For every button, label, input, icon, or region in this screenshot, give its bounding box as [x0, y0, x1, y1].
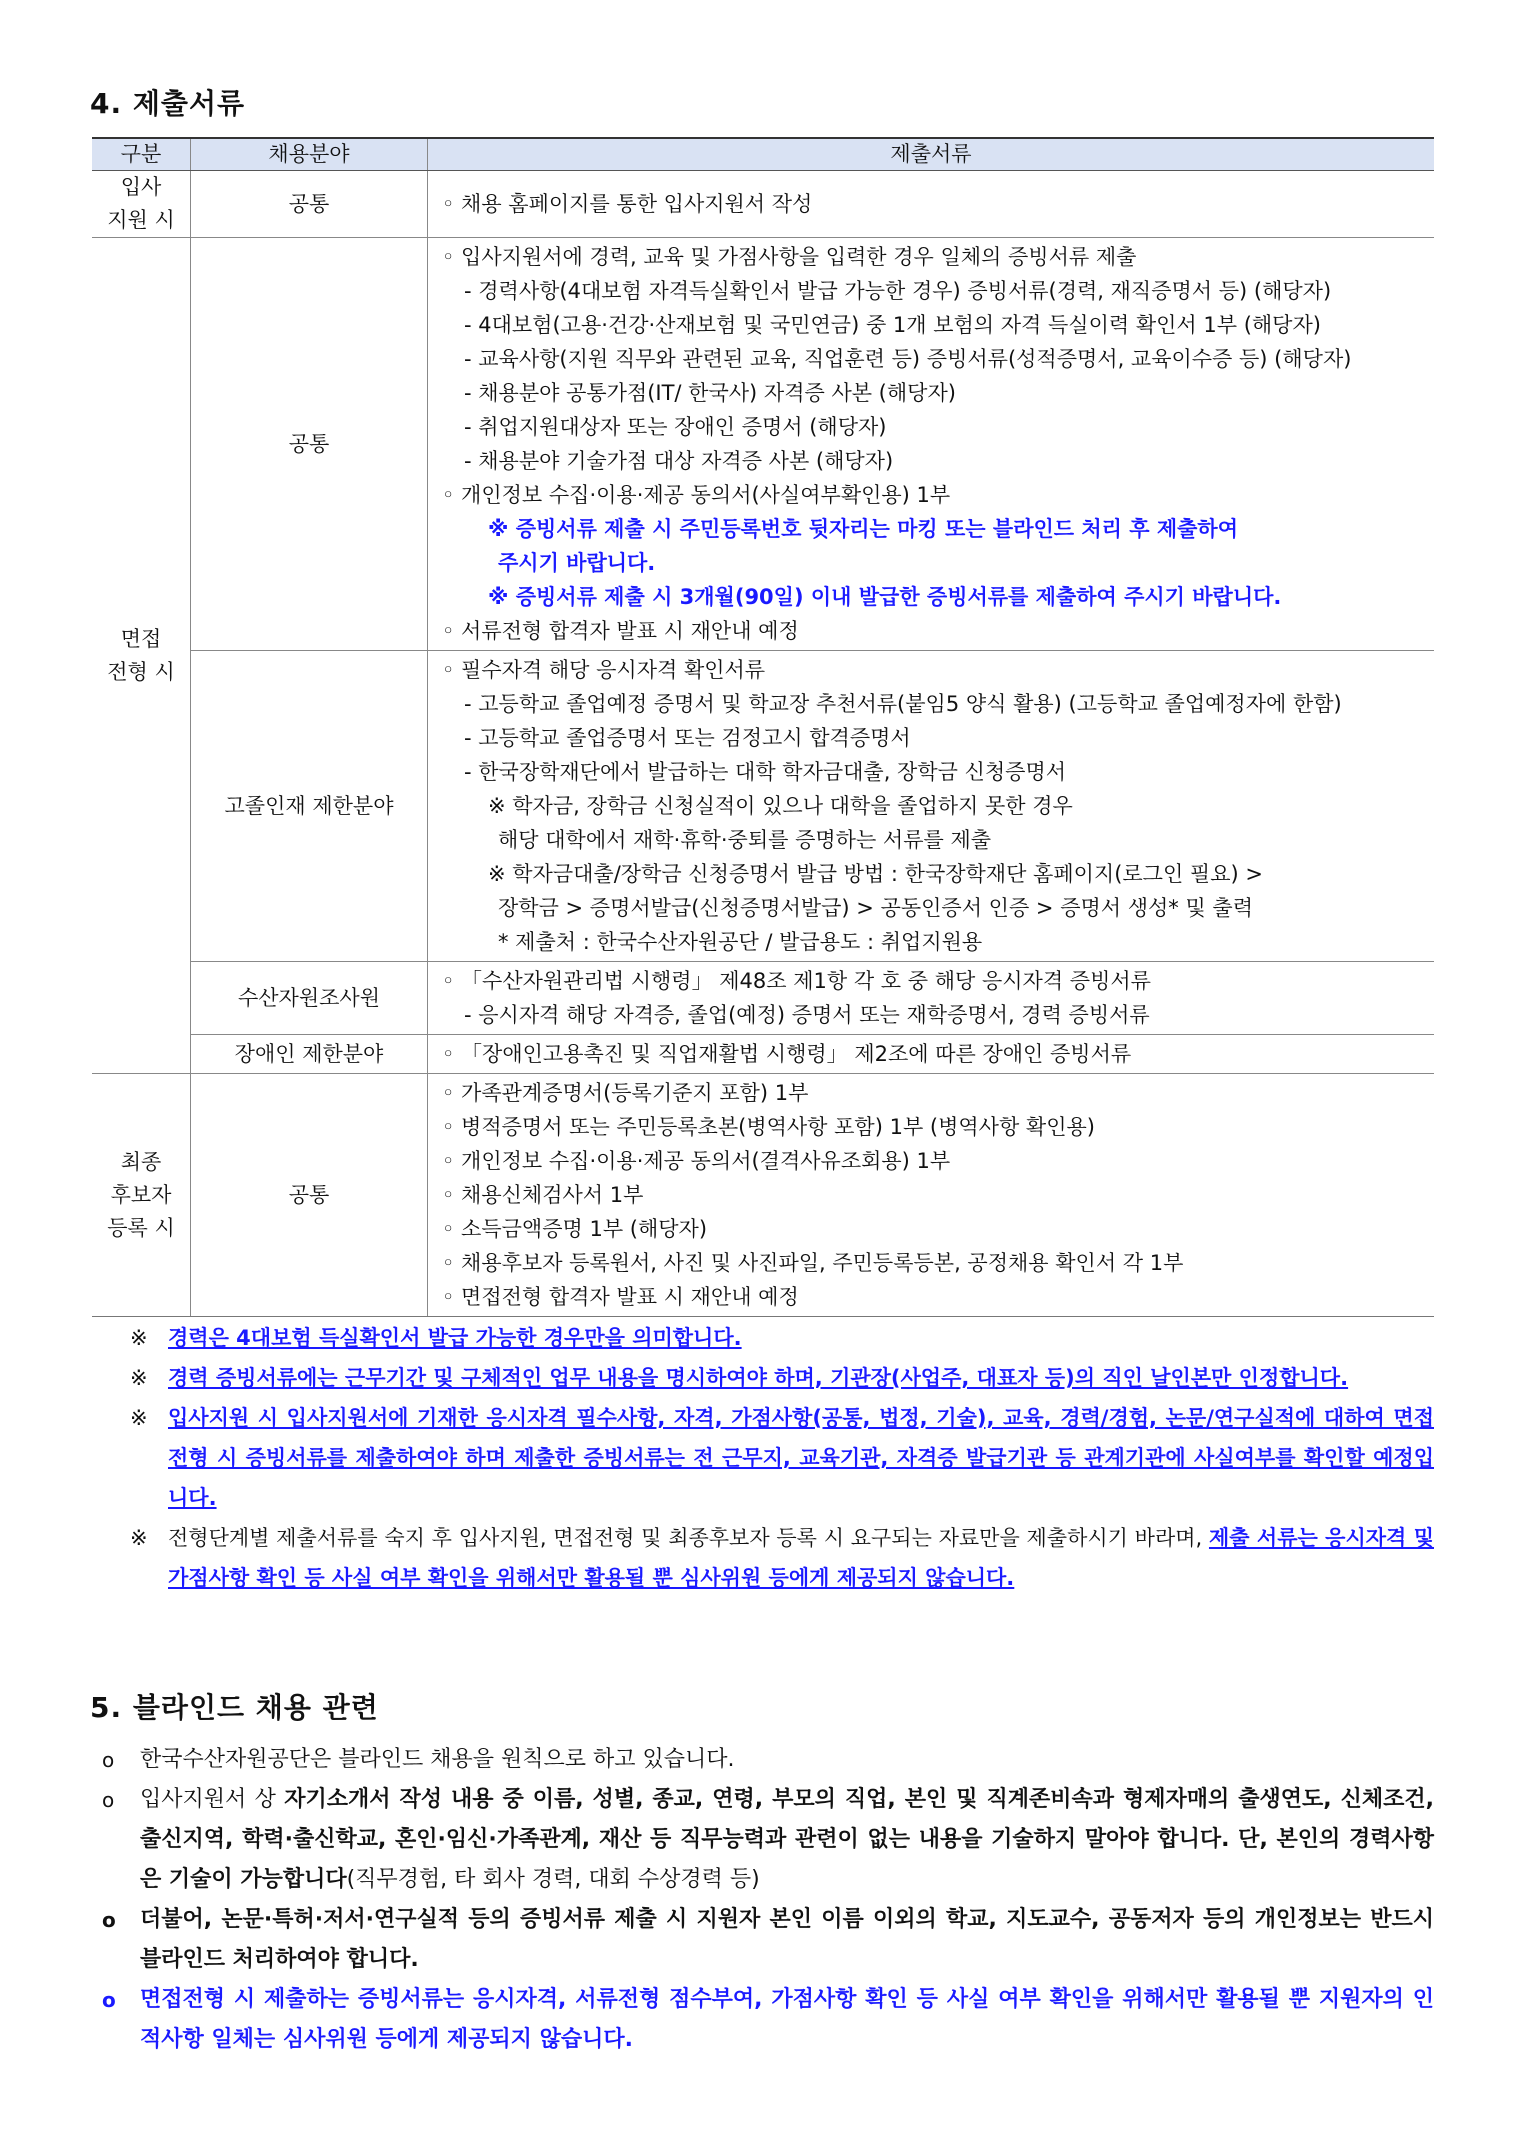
- list-text: 더불어, 논문·특허·저서·연구실적 등의 증빙서류 제출 시 지원자 본인 이름 이외의 학교, 지도교수, 공동저자 등의 개인정보는 반드시 블라인드 처리하여야 합니다.: [140, 1907, 1434, 1972]
- table-header-row: [92, 138, 1434, 171]
- documents-cell: [428, 238, 1435, 651]
- table-row: [92, 238, 1434, 651]
- document-line: - 응시자격 해당 자격증, 졸업(예정) 증명서 또는 재학증명서, 경력 증빙서류: [464, 1003, 1150, 1027]
- document-line: - 경력사항(4대보험 자격득실확인서 발급 가능한 경우) 증빙서류(경력, 재직증명서 등) (해당자): [464, 279, 1332, 303]
- note-text: 경력 증빙서류에는 근무기간 및 구체적인 업무 내용을 명시하여야 하며, 기관장(사업주, 대표자 등)의 직인 날인본만 인정합니다.: [168, 1366, 1349, 1390]
- document-line: 장학금 > 증명서발급(신청증명서발급) > 공동인증서 인증 > 증명서 생성* 및 출력: [498, 896, 1254, 920]
- category-label: 입사: [120, 175, 162, 199]
- document-line: ◦ 채용 홈페이지를 통한 입사지원서 작성: [442, 192, 813, 216]
- document-line: 해당 대학에서 재학·휴학·중퇴를 증명하는 서류를 제출: [498, 828, 992, 852]
- document-line: - 고등학교 졸업증명서 또는 검정고시 합격증명서: [464, 726, 911, 750]
- document-line: - 한국장학재단에서 발급하는 대학 학자금대출, 장학금 신청증명서: [464, 760, 1067, 784]
- field-cell: 공통: [191, 238, 428, 651]
- document-line: ※ 증빙서류 제출 시 주민등록번호 뒷자리는 마킹 또는 블라인드 처리 후 제출하여: [488, 517, 1238, 541]
- field-cell: 공통: [191, 1074, 428, 1317]
- reference-mark: ※: [130, 1366, 148, 1390]
- category-cell: [92, 238, 191, 1074]
- category-label: 지원 시: [107, 208, 175, 232]
- note-text: 입사지원 시 입사지원서에 기재한 응시자격 필수사항, 자격, 가점사항(공통, 법정, 기술), 교육, 경력/경험, 논문/연구실적에 대하여 면접전형 시 증빙서류를 제출하여야 하며 제출한 증빙서류는 전 근무지, 교육기관, 자격증 발급기관 등 관계기관에 사실여부를 확인할 예정입니다.: [168, 1406, 1434, 1510]
- list-item: [102, 1740, 1434, 1780]
- documents-cell: [428, 171, 1435, 238]
- table-row: [92, 651, 1434, 962]
- bullet-mark: o: [102, 1908, 116, 1932]
- required-documents-table: [92, 137, 1434, 1317]
- category-label: 등록 시: [107, 1215, 175, 1240]
- note-text: 전형단계별 제출서류를 숙지 후 입사지원, 면접전형 및 최종후보자 등록 시 요구되는 자료만을 제출하시기 바라며,: [168, 1526, 1203, 1550]
- list-text: 한국수산자원공단은 블라인드 채용을 원칙으로 하고 있습니다.: [140, 1747, 735, 1772]
- category-label: 면접: [120, 626, 162, 651]
- document-line: ◦ 개인정보 수집·이용·제공 동의서(사실여부확인용) 1부: [442, 483, 951, 507]
- documents-cell: [428, 1074, 1435, 1317]
- category-label: 후보자: [110, 1182, 172, 1207]
- header-category: 구분: [92, 138, 191, 171]
- list-text-bold: 자기소개서 작성 내용 중 이름, 성별, 종교, 연령, 부모의 직업, 본인 및 직계존비속과 형제자매의 출생연도, 신체조건, 출신지역, 학력·출신학교, 혼인·임신·가족관계, 재산 등 직무능력과 관련이 없는 내용을 기술하지 말아야 합니다. 단, 본인의 경력사항은 기술이 가능합니다: [140, 1787, 1435, 1892]
- reference-mark: ※: [130, 1406, 148, 1430]
- header-field: 채용분야: [191, 138, 428, 171]
- field-cell: 고졸인재 제한분야: [191, 651, 428, 962]
- field-cell: 수산자원조사원: [191, 962, 428, 1035]
- documents-cell: [428, 1035, 1435, 1074]
- document-line: ◦ 개인정보 수집·이용·제공 동의서(결격사유조회용) 1부: [442, 1149, 951, 1173]
- list-item: [102, 1780, 1434, 1900]
- documents-cell: [428, 962, 1435, 1035]
- category-cell: [92, 171, 191, 238]
- list-item: [102, 1980, 1434, 2060]
- document-line: ◦ 서류전형 합격자 발표 시 재안내 예정: [442, 619, 799, 643]
- document-line: 주시기 바랍니다.: [498, 551, 656, 575]
- reference-mark: ※: [130, 1526, 148, 1550]
- document-line: ◦ 「수산자원관리법 시행령」 제48조 제1항 각 호 중 해당 응시자격 증빙서류: [442, 969, 1151, 993]
- document-line: - 교육사항(지원 직무와 관련된 교육, 직업훈련 등) 증빙서류(성적증명서, 교육이수증 등) (해당자): [464, 347, 1352, 371]
- header-documents: 제출서류: [428, 138, 1435, 171]
- document-line: ◦ 채용신체검사서 1부: [442, 1183, 644, 1207]
- bullet-mark: o: [102, 1788, 115, 1812]
- section-5-title: 5. 블라인드 채용 관련: [90, 1691, 379, 1724]
- note-item: [130, 1518, 1434, 1598]
- section-4-title: 4. 제출서류: [90, 87, 246, 120]
- table-row: [92, 962, 1434, 1035]
- document-line: - 채용분야 공통가점(IT/ 한국사) 자격증 사본 (해당자): [464, 381, 956, 405]
- document-line: ◦ 가족관계증명서(등록기준지 포함) 1부: [442, 1081, 809, 1105]
- bullet-mark: o: [102, 1748, 115, 1772]
- document-line: ※ 학자금대출/장학금 신청증명서 발급 방법 : 한국장학재단 홈페이지(로그인 필요) >: [488, 862, 1263, 886]
- document-line: - 취업지원대상자 또는 장애인 증명서 (해당자): [464, 415, 887, 439]
- category-cell: [92, 1074, 191, 1317]
- document-line: ◦ 병적증명서 또는 주민등록초본(병역사항 포함) 1부 (병역사항 확인용): [442, 1115, 1095, 1139]
- note-text-emphasis: 제출 서류는 응시자격 및 가점사항 확인 등 사실 여부 확인을 위해서만 활용될 뿐 심사위원 등에게 제공되지 않습니다.: [168, 1526, 1434, 1590]
- field-cell: 장애인 제한분야: [191, 1035, 428, 1074]
- document-line: ◦ 입사지원서에 경력, 교육 및 가점사항을 입력한 경우 일체의 증빙서류 제출: [442, 245, 1137, 269]
- category-label: 최종: [120, 1149, 162, 1174]
- note-item: [130, 1398, 1434, 1518]
- table-row: [92, 171, 1434, 238]
- notes-block: [130, 1318, 1434, 1598]
- document-line: ◦ 면접전형 합격자 발표 시 재안내 예정: [442, 1285, 799, 1309]
- document-line: * 제출처 : 한국수산자원공단 / 발급용도 : 취업지원용: [498, 930, 983, 954]
- field-cell: 공통: [191, 171, 428, 238]
- documents-cell: [428, 651, 1435, 962]
- list-item: [102, 1900, 1434, 1980]
- blind-hiring-list: [102, 1740, 1434, 2060]
- list-text: (직무경험, 타 회사 경력, 대회 수상경력 등): [346, 1867, 760, 1892]
- document-line: ◦ 필수자격 해당 응시자격 확인서류: [442, 658, 766, 682]
- document-line: - 고등학교 졸업예정 증명서 및 학교장 추천서류(붙임5 양식 활용) (고등학교 졸업예정자에 한함): [464, 692, 1342, 716]
- bullet-mark: o: [102, 1988, 116, 2012]
- note-text: 경력은 4대보험 득실확인서 발급 가능한 경우만을 의미합니다.: [168, 1326, 742, 1350]
- list-text: 면접전형 시 제출하는 증빙서류는 응시자격, 서류전형 점수부여, 가점사항 확인 등 사실 여부 확인을 위해서만 활용될 뿐 지원자의 인적사항 일체는 심사위원 등에게 제공되지 않습니다.: [140, 1987, 1434, 2052]
- reference-mark: ※: [130, 1326, 148, 1350]
- document-line: ◦ 소득금액증명 1부 (해당자): [442, 1217, 708, 1241]
- table-row: [92, 1035, 1434, 1074]
- table-row: [92, 1074, 1434, 1317]
- category-label: 전형 시: [107, 659, 175, 684]
- list-text: 입사지원서 상: [140, 1787, 285, 1812]
- note-item: [130, 1358, 1434, 1398]
- document-line: - 4대보험(고용·건강·산재보험 및 국민연금) 중 1개 보험의 자격 득실이력 확인서 1부 (해당자): [464, 313, 1321, 337]
- document-line: - 채용분야 기술가점 대상 자격증 사본 (해당자): [464, 449, 894, 473]
- document-line: ※ 학자금, 장학금 신청실적이 있으나 대학을 졸업하지 못한 경우: [488, 794, 1073, 818]
- document-line: ◦ 채용후보자 등록원서, 사진 및 사진파일, 주민등록등본, 공정채용 확인서 각 1부: [442, 1251, 1184, 1275]
- note-item: [130, 1318, 1434, 1358]
- document-line: ※ 증빙서류 제출 시 3개월(90일) 이내 발급한 증빙서류를 제출하여 주시기 바랍니다.: [488, 585, 1282, 609]
- document-line: ◦ 「장애인고용촉진 및 직업재활법 시행령」 제2조에 따른 장애인 증빙서류: [442, 1042, 1132, 1066]
